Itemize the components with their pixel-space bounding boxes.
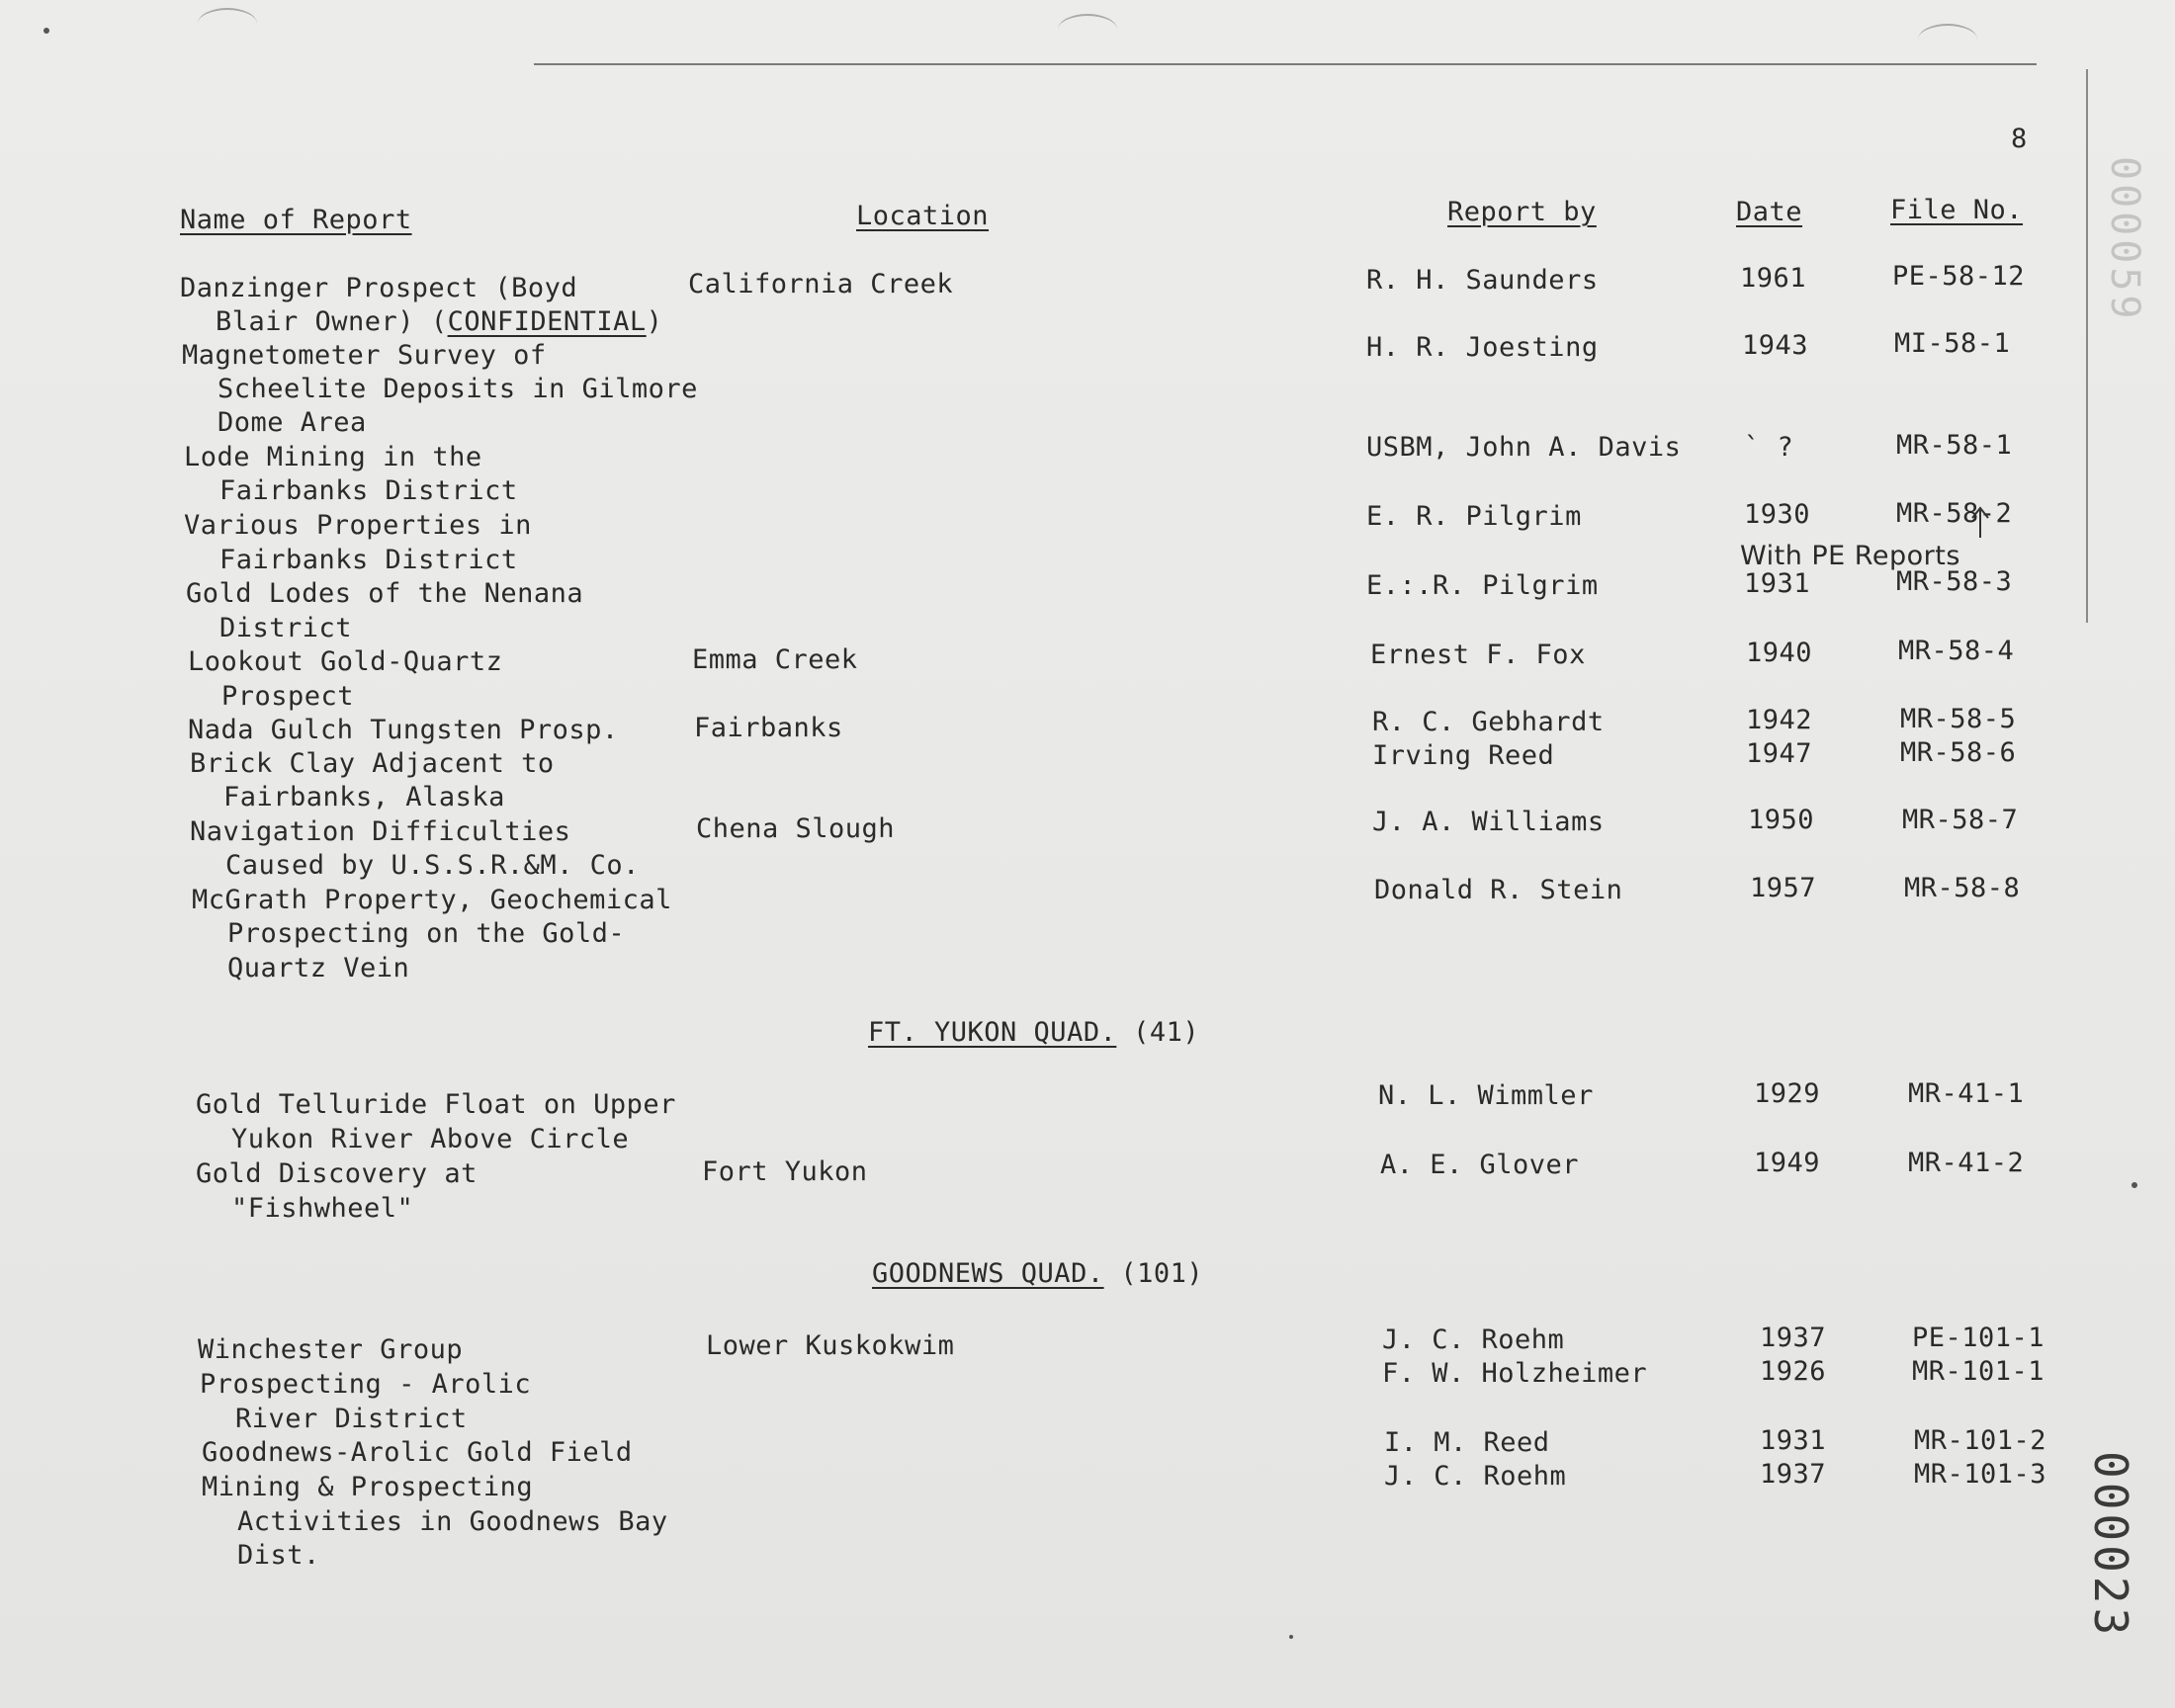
report-author: N. L. Wimmler	[1378, 1080, 1594, 1111]
report-name: Mining & Prospecting	[202, 1472, 534, 1502]
report-location: Emma Creek	[692, 644, 858, 675]
report-name-continued: Dist.	[237, 1540, 320, 1571]
binder-hole-right	[1918, 24, 1977, 55]
handwritten-note: With PE Reports	[1740, 541, 1960, 571]
report-name-continued: River District	[235, 1404, 468, 1434]
header-location: Location	[856, 201, 990, 231]
report-date: 1937	[1760, 1459, 1827, 1490]
report-file-no: MR-101-1	[1912, 1356, 2045, 1387]
report-author: R. H. Saunders	[1366, 265, 1599, 296]
report-author: I. M. Reed	[1384, 1427, 1550, 1458]
report-date: 1929	[1754, 1078, 1821, 1109]
report-author: Irving Reed	[1372, 740, 1555, 771]
report-author: J. C. Roehm	[1382, 1324, 1565, 1355]
report-location: California Creek	[688, 269, 954, 299]
report-author: Donald R. Stein	[1374, 875, 1623, 905]
header-date: Date	[1736, 197, 1803, 227]
report-file-no: MR-58-1	[1896, 430, 2013, 461]
report-name-continued: Yukon River Above Circle	[231, 1124, 630, 1154]
report-date: 1930	[1744, 499, 1811, 530]
report-file-no: MR-41-1	[1908, 1078, 2025, 1109]
section-title-goodnews: GOODNEWS QUAD. (101)	[872, 1258, 1204, 1289]
report-file-no: MR-58-8	[1904, 873, 2021, 903]
report-author: E. R. Pilgrim	[1366, 501, 1582, 532]
report-date: 1931	[1760, 1425, 1827, 1456]
report-name-continued: Scheelite Deposits in Gilmore	[218, 374, 698, 404]
report-name-continued: Dome Area	[218, 407, 367, 438]
report-name-continued: District	[219, 613, 353, 643]
report-name-continued: Fairbanks, Alaska	[223, 782, 505, 812]
report-date: 1961	[1740, 263, 1807, 294]
report-author: E.:.R. Pilgrim	[1366, 570, 1599, 601]
report-file-no: MR-58-6	[1900, 737, 2017, 768]
report-date: 1940	[1746, 638, 1813, 668]
report-author: H. R. Joesting	[1366, 332, 1599, 363]
header-name-of-report: Name of Report	[180, 205, 412, 235]
report-file-no: MI-58-1	[1894, 328, 2011, 359]
report-date: 1943	[1742, 330, 1809, 361]
scan-speck	[44, 28, 49, 34]
report-file-no: MR-101-3	[1914, 1459, 2047, 1490]
report-file-no: MR-58-7	[1902, 805, 2019, 835]
section-title-ft-yukon: FT. YUKON QUAD. (41)	[868, 1017, 1200, 1048]
report-name: Gold Lodes of the Nenana	[186, 578, 584, 609]
report-date: 1937	[1760, 1323, 1827, 1353]
report-author: F. W. Holzheimer	[1382, 1358, 1648, 1389]
note-arrow-icon	[1967, 504, 1993, 540]
report-location: Lower Kuskokwim	[706, 1330, 955, 1361]
report-name: Gold Discovery at	[196, 1158, 478, 1189]
report-author: USBM, John A. Davis	[1366, 432, 1682, 463]
report-date: 1942	[1746, 705, 1813, 735]
report-file-no: MR-58-2	[1896, 498, 2013, 529]
report-date: ` ?	[1744, 432, 1794, 463]
scan-speck	[1289, 1635, 1293, 1639]
report-date: 1949	[1754, 1148, 1821, 1178]
report-name-continued: Activities in Goodnews Bay	[237, 1506, 668, 1537]
report-name: Various Properties in	[184, 510, 532, 541]
report-file-no: MR-41-2	[1908, 1148, 2025, 1178]
report-location: Fairbanks	[694, 713, 843, 743]
report-name: Goodnews-Arolic Gold Field	[202, 1437, 633, 1468]
report-name: Danzinger Prospect (Boyd	[180, 273, 578, 303]
report-name: Lookout Gold-Quartz	[188, 646, 503, 677]
report-date: 1931	[1744, 568, 1811, 599]
page-stamp-number-faint: 000059	[2102, 156, 2147, 323]
report-author: Ernest F. Fox	[1370, 640, 1586, 670]
report-date: 1947	[1746, 738, 1813, 769]
report-name-continued: Prospect	[221, 681, 355, 712]
report-name-continued: Prospecting on the Gold-	[227, 918, 626, 949]
report-name: Winchester Group	[198, 1334, 464, 1365]
page-number: 8	[2011, 124, 2028, 154]
report-name-continued: Fairbanks District	[219, 545, 518, 575]
report-file-no: MR-58-4	[1898, 636, 2015, 666]
header-report-by: Report by	[1447, 197, 1597, 227]
report-file-no: MR-58-5	[1900, 704, 2017, 734]
report-name: Prospecting - Arolic	[200, 1369, 532, 1400]
report-name: Gold Telluride Float on Upper	[196, 1089, 676, 1120]
report-file-no: PE-101-1	[1912, 1323, 2045, 1353]
scan-speck	[2132, 1182, 2137, 1188]
page-stamp-number: 000023	[2084, 1451, 2137, 1640]
report-date: 1950	[1748, 805, 1815, 835]
confidential-mark: CONFIDENTIAL	[447, 306, 647, 337]
report-author: A. E. Glover	[1380, 1150, 1580, 1180]
report-name-continued: Quartz Vein	[227, 953, 410, 983]
report-name: Nada Gulch Tungsten Prosp.	[188, 715, 619, 745]
report-name: Magnetometer Survey of	[182, 340, 547, 371]
binder-hole-left	[198, 8, 257, 40]
report-date: 1957	[1750, 873, 1817, 903]
report-name: Navigation Difficulties	[190, 816, 571, 847]
report-name: Lode Mining in the	[184, 442, 482, 472]
report-name-continued: Blair Owner) (CONFIDENTIAL)	[216, 306, 663, 337]
header-file-no: File No.	[1890, 195, 2024, 225]
report-file-no: MR-101-2	[1914, 1425, 2047, 1456]
report-location: Chena Slough	[696, 813, 896, 844]
report-name-continued: Fairbanks District	[219, 475, 518, 506]
binder-hole-center	[1058, 14, 1117, 45]
report-name: McGrath Property, Geochemical	[192, 885, 672, 915]
report-author: J. A. Williams	[1372, 807, 1605, 837]
report-name-continued: Caused by U.S.S.R.&M. Co.	[225, 850, 640, 881]
report-author: J. C. Roehm	[1384, 1461, 1567, 1492]
right-margin-line	[2086, 69, 2088, 623]
report-name-continued: "Fishwheel"	[231, 1193, 414, 1224]
report-name: Brick Clay Adjacent to	[190, 748, 555, 779]
report-author: R. C. Gebhardt	[1372, 707, 1605, 737]
report-file-no: MR-58-3	[1896, 566, 2013, 597]
report-file-no: PE-58-12	[1892, 261, 2026, 292]
report-location: Fort Yukon	[702, 1156, 868, 1187]
report-date: 1926	[1760, 1356, 1827, 1387]
top-rule	[534, 63, 2037, 65]
